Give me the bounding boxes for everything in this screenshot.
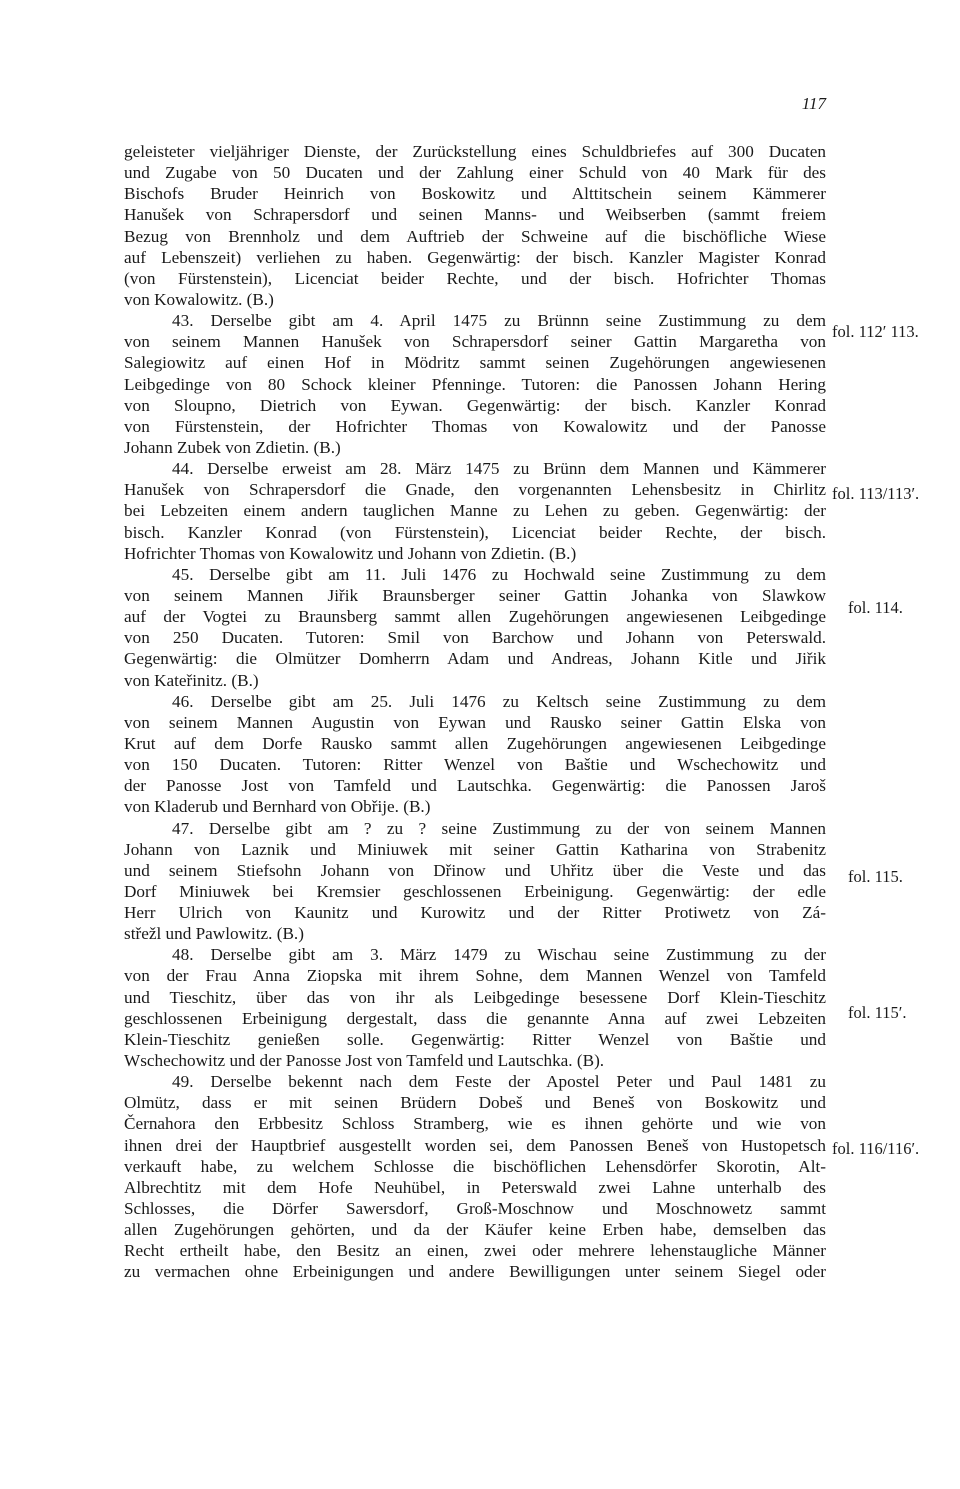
text-line: 46. Derselbe gibt am 25. Juli 1476 zu Keltsch seine Zustimmung zu dem [172, 691, 826, 711]
text-line: von Fürstenstein, der Hofrichter Thomas von Kowalowitz und der Panosse [124, 416, 826, 436]
text-line: Gegenwärtig: die Olmützer Domherrn Adam und Andreas, Johann Kitle und Jiřik [124, 649, 826, 669]
text-line: von Kladerub und Bernhard von Obřije. (B.) [124, 797, 431, 817]
text-line: 44. Derselbe erweist am 28. März 1475 zu Brünn dem Mannen und Kämmerer [172, 459, 826, 479]
main-text [124, 141, 826, 1283]
margin-note-fol-116: fol. 116/116′. [832, 1139, 920, 1158]
margin-note-fol-115: fol. 115. [848, 867, 903, 886]
text-line: bisch. Kanzler Konrad (von Fürstenstein), Licenciat beider Rechte, der bisch. [124, 522, 826, 542]
text-line: Bezug von Brennholz und dem Auftrieb der Schweine auf die bischöfliche Wiese [124, 226, 826, 246]
text-line: 45. Derselbe gibt am 11. Juli 1476 zu Hochwald seine Zustimmung zu dem [172, 564, 826, 584]
text-line: auf Lebenszeit) verliehen zu haben. Gegenwärtig: der bisch. Kanzler Magister Konrad [124, 247, 826, 267]
text-line: Hofrichter Thomas von Kowalowitz und Johann von Zdietin. (B.) [124, 543, 577, 563]
text-line: Albrechtitz mit dem Hofe Neuhübel, in Peterswald zwei Lahne unterhalb des [124, 1177, 826, 1197]
text-line: von Sloupno, Dietrich von Eywan. Gegenwärtig: der bisch. Kanzler Konrad [124, 395, 826, 415]
text-line: Wschechowitz und der Panosse Jost von Tamfeld und Lautschka. (B). [124, 1051, 605, 1071]
text-line: (von Fürstenstein), Licenciat beider Rechte, und der bisch. Hofrichter Thomas [124, 268, 826, 288]
text-line: ihnen drei der Hauptbrief ausgestellt worden sei, dem Panossen Beneš von Hustopetsch [124, 1135, 826, 1155]
page-number: 117 [801, 94, 826, 113]
text-line: Leibgedinge von 80 Schock kleiner Pfenninge. Tutoren: die Panossen Johann Hering [124, 374, 826, 394]
text-line: Hanušek von Schrapersdorf und seinen Manns- und Weibserben (sammt freiem [124, 205, 826, 225]
text-line: und Zugabe von 50 Ducaten und der Zahlung einer Schuld von 40 Mark für des [124, 163, 826, 183]
text-line: Salegiowitz auf einen Hof in Mödritz sammt seinen Zugehörungen angewiesenen [124, 353, 826, 373]
text-line: Herr Ulrich von Kaunitz und Kurowitz und der Ritter Protiwetz von Zá- [124, 903, 826, 923]
margin-note-fol-112: fol. 112′ 113. [832, 322, 919, 341]
text-line: von seinem Mannen Jiřik Braunsberger seiner Gattin Johanka von Slawkow [124, 585, 826, 605]
text-line: zu vermachen ohne Erbeinigungen und andere Bewilligungen unter seinem Siegel oder [124, 1262, 826, 1282]
text-line: 49. Derselbe bekennt nach dem Feste der Apostel Peter und Paul 1481 zu [172, 1072, 826, 1092]
text-line: verkauft habe, zu welchem Schlosse die bischöflichen Lehensdörfer Skorotin, Alt- [124, 1156, 826, 1176]
text-line: Olmütz, dass er mit seinen Brüdern Dobeš und Beneš von Boskowitz und [124, 1093, 826, 1113]
text-line: Schlosses, die Dörfer Sawersdorf, Groß-Moschnow und Moschnowetz sammt [124, 1199, 826, 1219]
text-line: allen Zugehörungen gehörten, und da der Käufer keine Erben habe, demselben das [124, 1220, 826, 1240]
text-line: Dorf Miniuwek bei Kremsier geschlossenen Erbeinigung. Gegenwärtig: der edle [124, 881, 826, 901]
text-line: Černahora den Erbbesitz Schloss Stramberg, wie es ihnen gehörte und wie von [124, 1114, 826, 1134]
text-line: Hanušek von Schrapersdorf die Gnade, den vorgenannten Lehensbesitz in Chirlitz [124, 480, 826, 500]
margin-note-fol-113: fol. 113/113′. [832, 484, 920, 503]
text-line: und Tieschitz, über das von ihr als Leibgedinge besessene Dorf Klein-Tieschitz [124, 987, 826, 1007]
text-line: 48. Derselbe gibt am 3. März 1479 zu Wischau seine Zustimmung zu der [172, 945, 826, 965]
text-line: geleisteter vieljähriger Dienste, der Zurückstellung eines Schuldbriefes auf 300 Ducaten [124, 142, 826, 161]
text-line: Johann Zubek von Zdietin. (B.) [124, 437, 341, 457]
text-line: und seinem Stiefsohn Johann von Dřinow und Uhřitz über die Veste und das [124, 860, 826, 880]
text-line: auf der Vogtei zu Braunsberg sammt allen Zugehörungen angewiesenen Leibgedinge [124, 607, 826, 627]
text-line: Johann von Laznik und Miniuwek mit seiner Gattin Katharina von Strabenitz [124, 839, 826, 859]
text-line: Klein-Tieschitz genießen solle. Gegenwärtig: Ritter Wenzel von Baštie und [124, 1029, 826, 1049]
text-line: von 250 Ducaten. Tutoren: Smil von Barchow und Johann von Peterswald. [124, 628, 826, 648]
text-line: střežl und Pawlowitz. (B.) [124, 924, 304, 944]
text-line: von der Frau Anna Ziopska mit ihrem Sohne, dem Mannen Wenzel von Tamfeld [124, 966, 826, 986]
text-line: Bischofs Bruder Heinrich von Boskowitz und Alttitschein seinem Kämmerer [124, 184, 826, 204]
text-line: geschlossenen Erbeinigung dergestalt, dass die genannte Anna auf zwei Lebzeiten [124, 1008, 826, 1028]
text-line: von Kateřinitz. (B.) [124, 670, 259, 690]
text-line: 47. Derselbe gibt am ? zu ? seine Zustimmung zu der von seinem Mannen [172, 818, 826, 838]
text-line: von seinem Mannen Hanušek von Schrapersdorf seiner Gattin Margaretha von [124, 332, 826, 352]
margin-note-fol-114: fol. 114. [848, 598, 903, 617]
text-line: bei Lebzeiten einem andern tauglichen Manne zu Lehen zu geben. Gegenwärtig: der [124, 501, 826, 521]
text-line: Krut auf dem Dorfe Rausko sammt allen Zugehörungen angewiesenen Leibgedinge [124, 733, 826, 753]
text-line: 43. Derselbe gibt am 4. April 1475 zu Brünnn seine Zustimmung zu dem [172, 311, 826, 331]
text-line: von seinem Mannen Augustin von Eywan und Rausko seiner Gattin Elska von [124, 712, 826, 732]
text-line: Recht ertheilt habe, den Besitz an einen, zwei oder mehrere lehenstaugliche Männer [124, 1241, 826, 1261]
text-line: der Panosse Jost von Tamfeld und Lautschka. Gegenwärtig: die Panossen Jaroš [124, 776, 826, 796]
margin-note-fol-115-verso: fol. 115′. [848, 1003, 907, 1022]
text-line: von Kowalowitz. (B.) [124, 289, 274, 309]
text-line: von 150 Ducaten. Tutoren: Ritter Wenzel von Baštie und Wschechowitz und [124, 755, 826, 775]
